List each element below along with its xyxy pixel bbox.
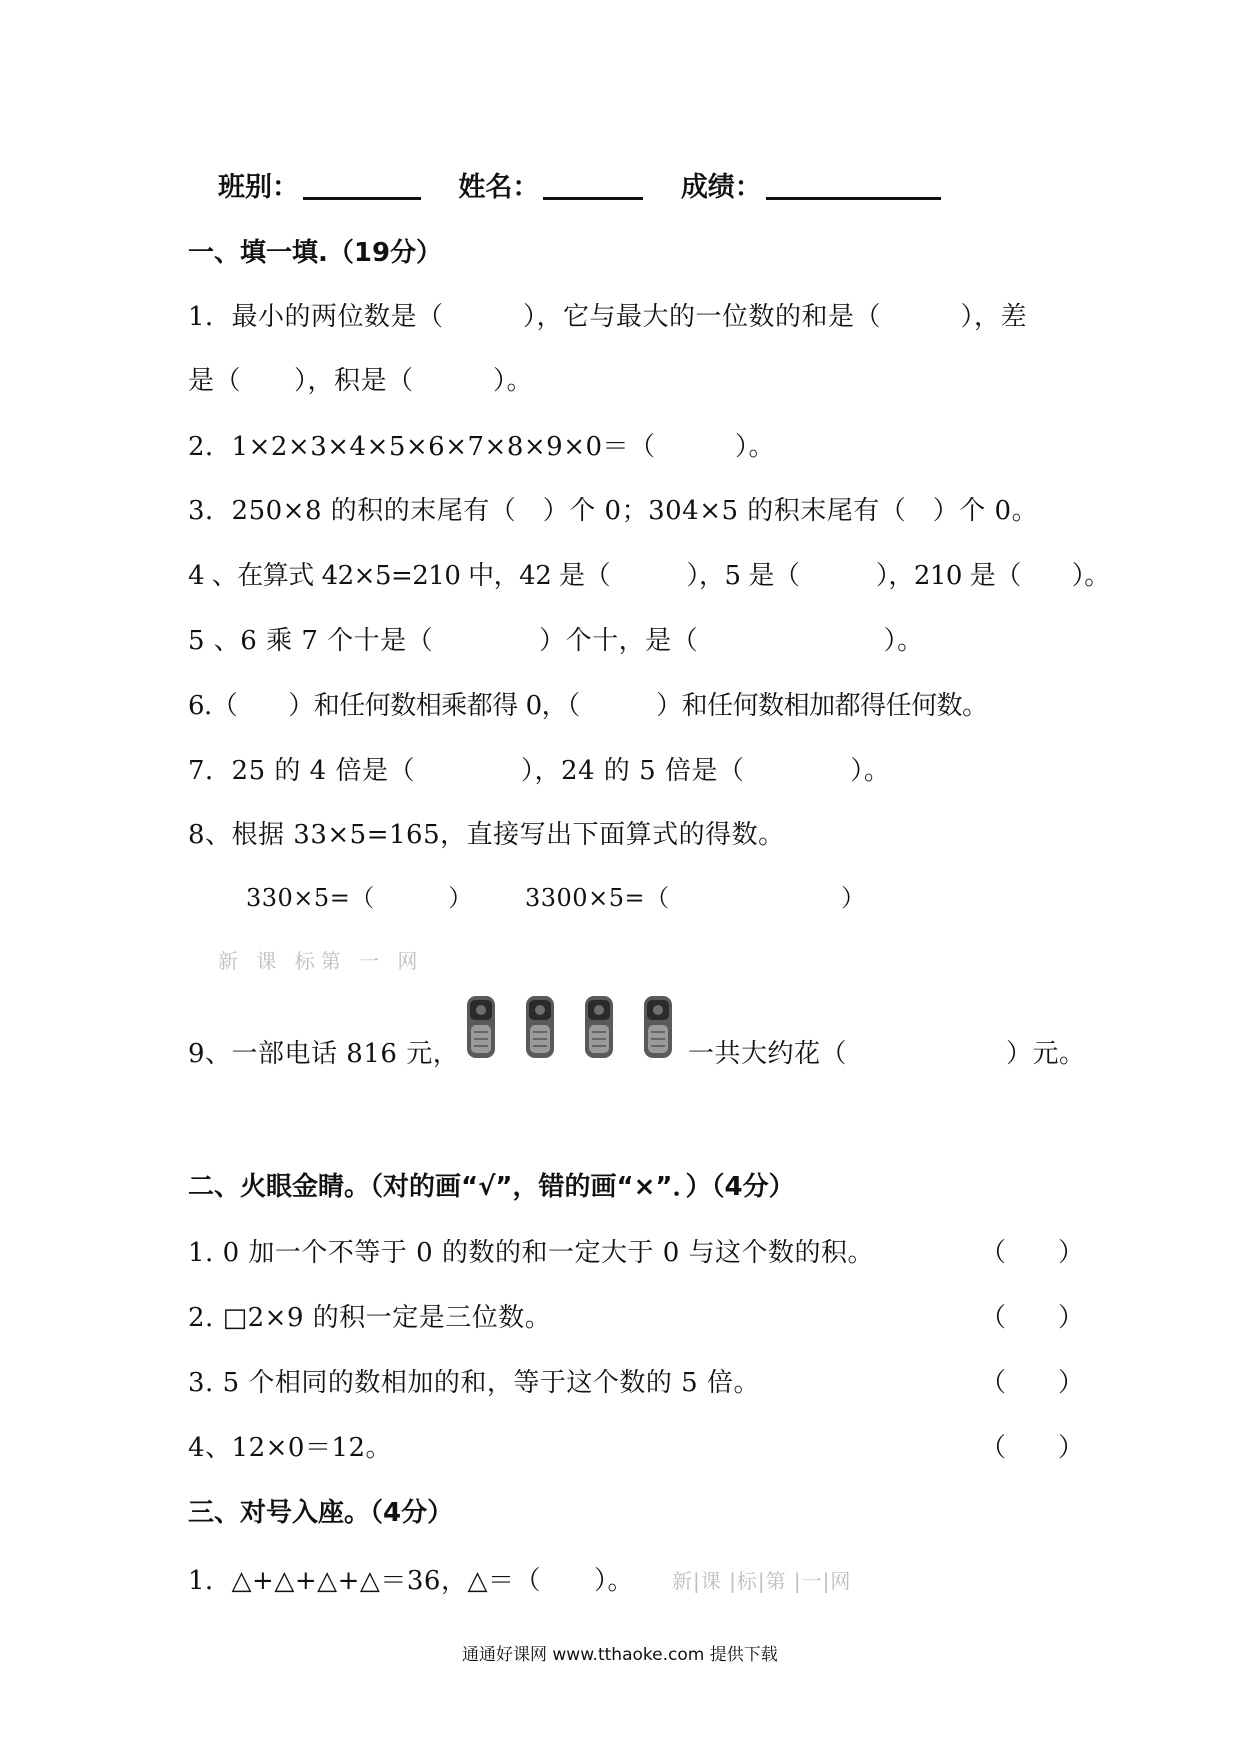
q3: 3．250×8 的积的末尾有（ ）个 0；304×5 的积末尾有（ ）个 0。 xyxy=(188,496,1039,526)
class-blank[interactable] xyxy=(303,171,421,200)
q1-line2: 是（ ），积是（ ）。 xyxy=(188,366,534,396)
section2-title: 二、火眼金睛。（对的画“√”，错的画“×”．）（4分） xyxy=(188,1172,795,1202)
q9-right: 一共大约花（ ）元。 xyxy=(688,1039,1086,1069)
mobile-phone-icon xyxy=(524,995,556,1059)
watermark-1: 新 课 标第 一 网 xyxy=(218,949,424,973)
s2-item-3: 3. 5 个相同的数相加的和，等于这个数的 5 倍。 xyxy=(188,1368,760,1398)
mobile-phone-icon xyxy=(642,995,674,1059)
s2-item-2-paren[interactable]: （ ） xyxy=(980,1303,1085,1333)
q8: 8、根据 33×5=165，直接写出下面算式的得数。 xyxy=(188,820,785,850)
watermark-2: 新|课 |标|第 |一|网 xyxy=(672,1569,852,1593)
class-label: 班别： xyxy=(218,172,299,203)
name-label: 姓名： xyxy=(458,172,540,203)
mobile-phone-icon xyxy=(465,995,497,1059)
q9-left: 9、一部电话 816 元， xyxy=(188,1039,460,1069)
name-blank[interactable] xyxy=(543,171,643,200)
s2-item-4-paren[interactable]: （ ） xyxy=(980,1433,1085,1463)
mobile-phone-icon xyxy=(583,995,615,1059)
section1-title: 一、填一填.（19分） xyxy=(188,238,443,268)
q6: 6.（ ）和任何数相乘都得 0，（ ）和任何数相加都得任何数。 xyxy=(188,691,988,721)
q8-a: 330×5=（ ） xyxy=(246,884,473,912)
student-info-header xyxy=(218,165,941,204)
s2-item-2: 2. □2×9 的积一定是三位数。 xyxy=(188,1303,552,1333)
phone-images xyxy=(465,995,674,1059)
s2-item-1: 1. 0 加一个不等于 0 的数的和一定大于 0 与这个数的积。 xyxy=(188,1238,875,1268)
page-footer: 通通好课网 www.tthaoke.com 提供下载 xyxy=(462,1645,778,1665)
s2-item-4: 4、12×0＝12。 xyxy=(188,1433,393,1463)
section3-title: 三、对号入座。（4分） xyxy=(188,1498,454,1528)
q1-line1: 1．最小的两位数是（ ），它与最大的一位数的和是（ ），差 xyxy=(188,302,1028,332)
score-blank[interactable] xyxy=(766,171,941,200)
q4: 4 、在算式 42×5=210 中，42 是（ ），5 是（ ），210 是（ ）。 xyxy=(188,561,1110,591)
s2-item-1-paren[interactable]: （ ） xyxy=(980,1238,1085,1268)
q7: 7．25 的 4 倍是（ ），24 的 5 倍是（ ）。 xyxy=(188,756,891,786)
q2: 2．1×2×3×4×5×6×7×8×9×0＝（ ）。 xyxy=(188,432,776,462)
score-label: 成绩： xyxy=(680,172,762,203)
q5: 5 、6 乘 7 个十是（ ）个十，是（ ）。 xyxy=(188,626,924,656)
q8-b: 3300×5=（ ） xyxy=(525,884,866,912)
s2-item-3-paren[interactable]: （ ） xyxy=(980,1368,1085,1398)
s3-q1: 1．△+△+△+△＝36，△＝（ ）。 xyxy=(188,1566,634,1596)
